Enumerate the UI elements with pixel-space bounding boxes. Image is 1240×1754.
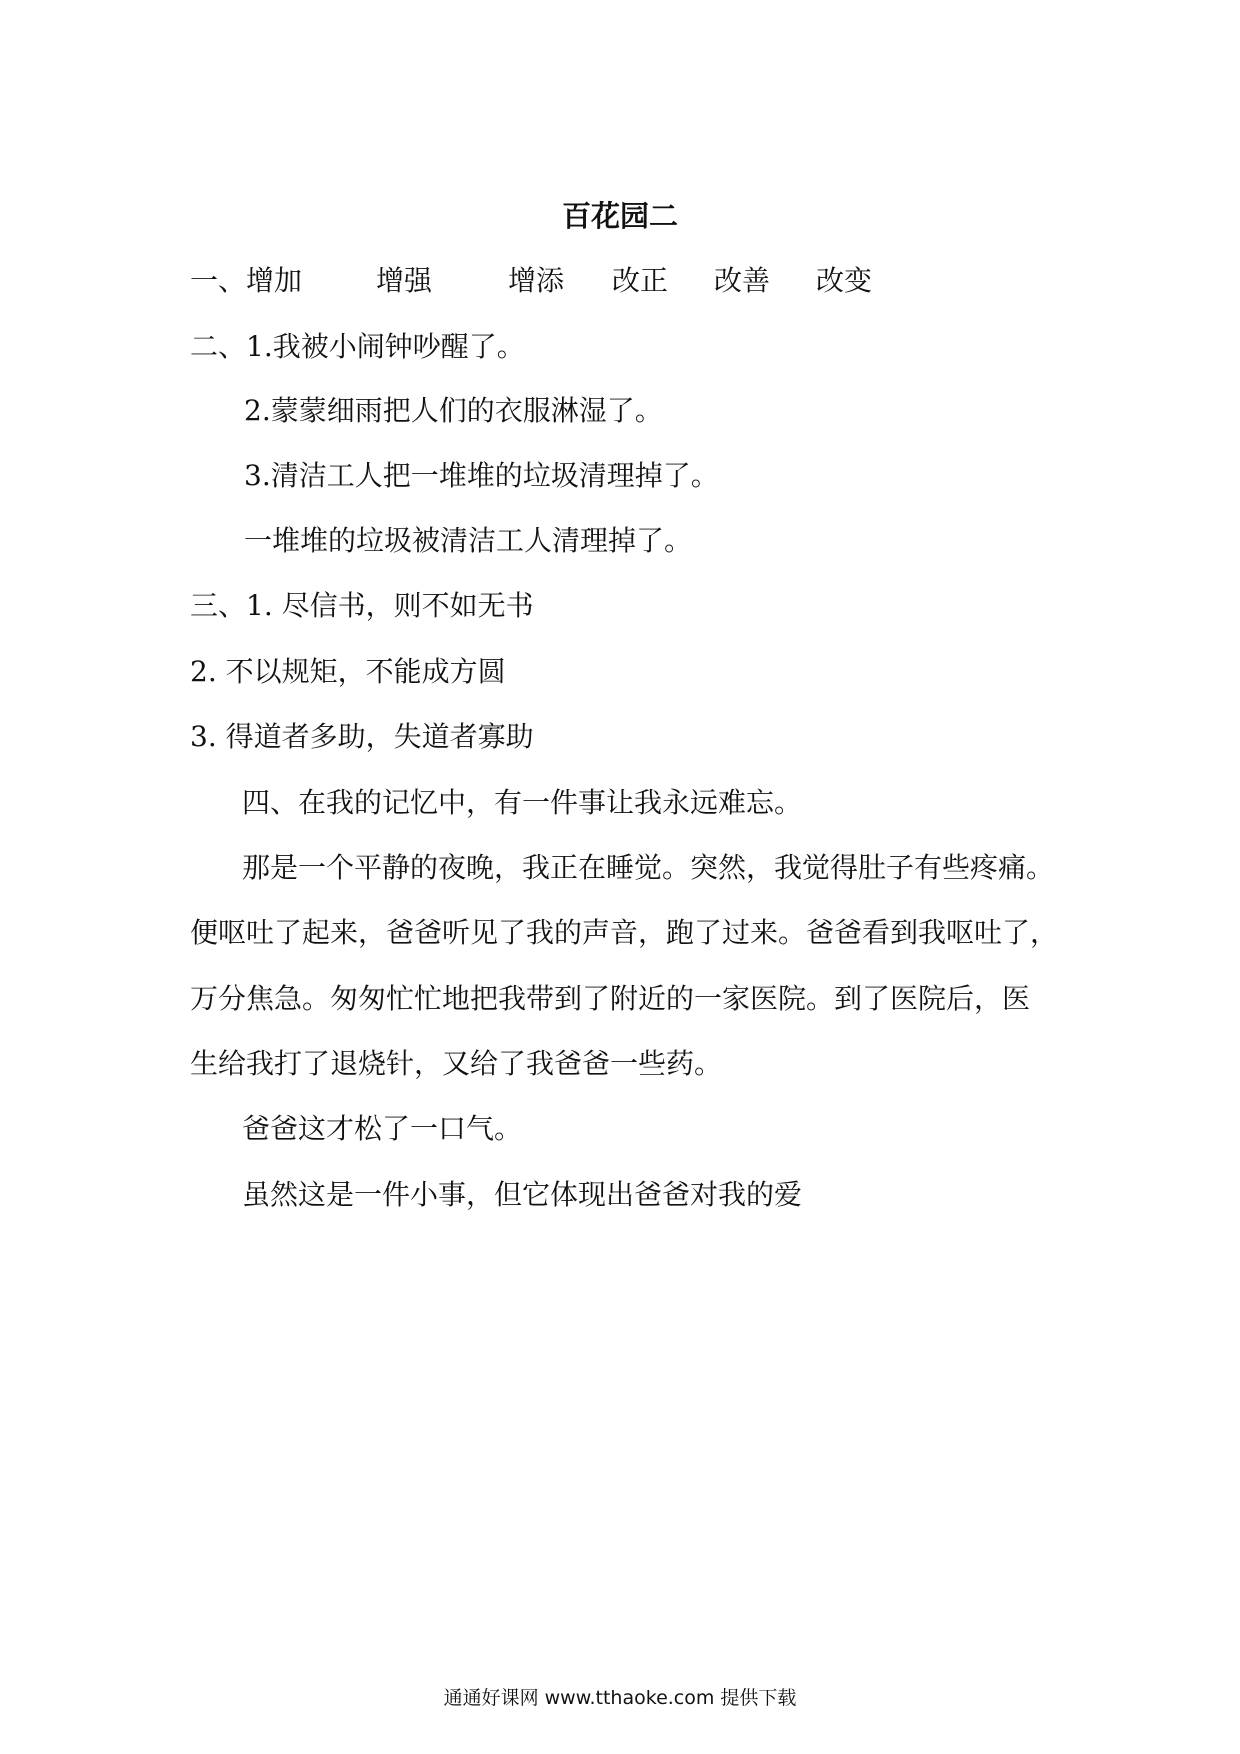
- section4-heading: 四、在我的记忆中，有一件事让我永远难忘。: [242, 786, 803, 819]
- section4-line-3: 虽然这是一件小事，但它体现出爸爸对我的爱: [242, 1178, 803, 1211]
- section1-word-3: 增添: [508, 264, 565, 297]
- section4-paragraph-line-1: 那是一个平静的夜晚，我正在睡觉。突然，我觉得肚子有些疼痛。: [242, 851, 1055, 884]
- section1-word-4: 改正: [612, 264, 669, 297]
- section3-line-3: 3. 得道者多助，失道者寡助: [190, 720, 534, 753]
- section1-word-5: 改善: [714, 264, 771, 297]
- section3-line-2: 2. 不以规矩，不能成方圆: [190, 655, 506, 688]
- section1-label: 一、: [190, 264, 247, 297]
- section2-line-2: 2.蒙蒙细雨把人们的衣服淋湿了。: [244, 394, 663, 427]
- section4-paragraph-line-4: 生给我打了退烧针，又给了我爸爸一些药。: [190, 1047, 723, 1080]
- section4-paragraph-line-3: 万分焦急。匆匆忙忙地把我带到了附近的一家医院。到了医院后，医: [190, 982, 1031, 1015]
- footer-text: 通通好课网 www.tthaoke.com 提供下载: [443, 1687, 797, 1709]
- section1-word-2: 增强: [376, 264, 433, 297]
- section2-line-1: 二、1.我被小闹钟吵醒了。: [190, 330, 525, 363]
- page-title: 百花园二: [561, 199, 678, 233]
- section1-word-6: 改变: [816, 264, 873, 297]
- section2-line-3: 3.清洁工人把一堆堆的垃圾清理掉了。: [244, 459, 719, 492]
- section1-word-1: 增加: [246, 264, 303, 297]
- section3-line-1: 三、1. 尽信书，则不如无书: [190, 589, 534, 622]
- section4-line-2: 爸爸这才松了一口气。: [242, 1112, 523, 1145]
- section4-paragraph-line-2: 便呕吐了起来，爸爸听见了我的声音，跑了过来。爸爸看到我呕吐了，: [190, 916, 1059, 949]
- section2-line-4: 一堆堆的垃圾被清洁工人清理掉了。: [244, 524, 693, 557]
